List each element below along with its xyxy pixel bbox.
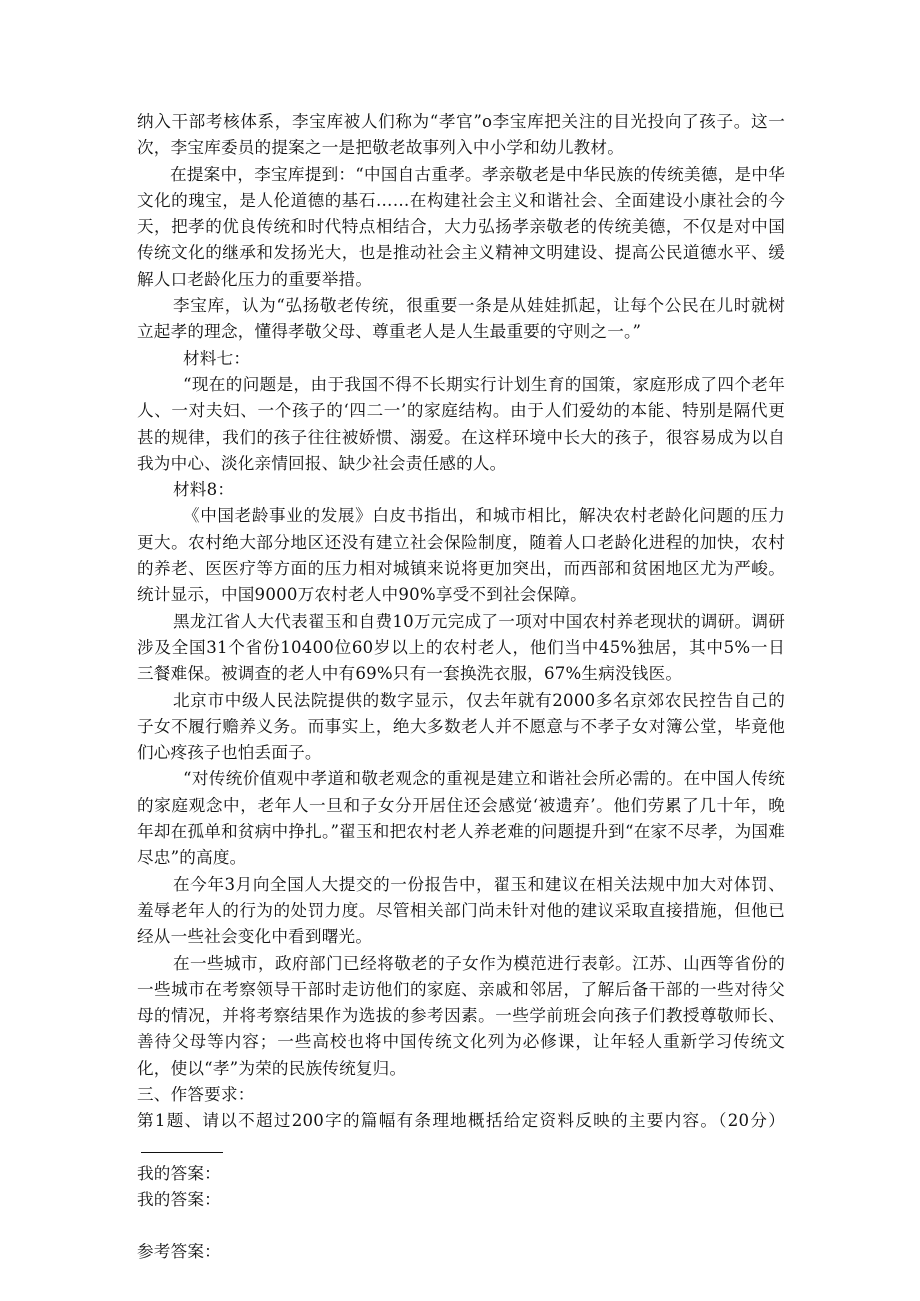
reference-answer-label: 参考答案：: [137, 1242, 221, 1262]
blank-spacer: [137, 1213, 785, 1239]
paragraph-march-report: 在今年3月向全国人大提交的一份报告中，翟玉和建议在相关法规中加大对体罚、羞辱老年人的行为的处罚力度。尽管相关部门尚未针对他的建议采取直接措施，但他已经从一些社会变化中看到曙光。: [137, 874, 785, 947]
paragraph-1: 纳入干部考核体系，李宝库被人们称为“孝官”o李宝库把关注的目光投向了孩子。这一次，李宝库委员的提案之一是把敬老故事列入中小学和幼儿教材。: [137, 112, 785, 158]
paragraph-cities: 在一些城市，政府部门已经将敬老的子女作为模范进行表彰。江苏、山西等省份的一些城市在考察领导干部时走访他们的家庭、亲戚和邻居，了解后备干部的一些对待父母的情况，并将考察结果作为选拔的参考因素。一些学前班会向孩子们教授尊敬师长、善待父母等内容；一些高校也将中国传统文化列为必修课，让年轻人重新学习传统文化，使以“孝”为荣的民族传统复归。: [137, 953, 785, 1078]
paragraph-material-7: “现在的问题是，由于我国不得不长期实行计划生育的国策，家庭形成了四个老年人、一对夫妇、一个孩子的‘四二一’的家庭结构。由于人们爱幼的本能、特别是隔代更甚的规律，我们的孩子往往被娇惯、溺爱。在这样环境中长大的孩子，很容易成为以自我为中心、淡化亲情回报、缺少社会责任感的人。: [137, 374, 785, 473]
question-text: 第1题、请以不超过200字的篇幅有条理地概括给定资料反映的主要内容。（20分）: [137, 1111, 785, 1131]
answer-blank-line: [141, 1136, 223, 1153]
paragraph-material-8: 《中国老龄事业的发展》白皮书指出，和城市相比，解决农村老龄化问题的压力更大。农村绝大部分地区还没有建立社会保险制度，随着人口老龄化进程的加快，农村的养老、医医疗等方面的压力相对城镇来说将更加突出，而西部和贫困地区尤为严峻。统计显示，中国9000万农村老人中90%享受不到社会保障。: [137, 506, 785, 605]
paragraph-traditional-values: “对传统价值观中孝道和敬老观念的重视是建立和谐社会所必需的。在中国人传统的家庭观念中，老年人一旦和子女分开居住还会感觉‘被遗弃’。他们劳累了几十年，晚年却在孤单和贫病中挣扎。”翟玉和把农村老人养老难的问题提升到“在家不尽孝，为国难尽忠”的高度。: [137, 769, 785, 868]
paragraph-beijing-court: 北京市中级人民法院提供的数字显示，仅去年就有2000多名京郊农民控告自己的子女不履行赡养义务。而事实上，绝大多数老人并不愿意与不孝子女对簿公堂，毕竟他们心疼孩子也怕丢面子。: [137, 690, 785, 763]
paragraph-2: 在提案中，李宝库提到：“中国自古重孝。孝亲敬老是中华民族的传统美德，是中华文化的瑰宝，是人伦道德的基石……在构建社会主义和谐社会、全面建设小康社会的今天，把孝的优良传统和时代特点相结合，大力弘扬孝亲敬老的传统美德，不仅是对中国传统文化的继承和发扬光大，也是推动社会主义精神文明建设、提高公民道德水平、缓解人口老龄化压力的重要举措。: [137, 164, 785, 289]
material-7-heading: 材料七：: [183, 348, 251, 368]
material-8-heading: 材料8：: [173, 480, 235, 500]
section-heading: 三、作答要求：: [137, 1084, 255, 1104]
document-page: [137, 109, 785, 1266]
paragraph-heilongjiang: 黑龙江省人大代表翟玉和自费10万元完成了一项对中国农村养老现状的调研。调研涉及全国31个省份10400位60岁以上的农村老人，他们当中45%独居，其中5%一日三餐难保。被调查的老人中有69%只有一套换洗衣服，67%生病没钱医。: [137, 611, 785, 684]
my-answer-label-repeat: 我的答案：: [137, 1190, 221, 1210]
paragraph-3: 李宝库，认为“弘扬敬老传统，很重要一条是从娃娃抓起，让每个公民在儿时就树立起孝的理念，懂得孝敬父母、尊重老人是人生最重要的守则之一。”: [137, 296, 785, 342]
my-answer-label: 我的答案：: [137, 1163, 221, 1183]
question-1: [137, 1108, 785, 1161]
